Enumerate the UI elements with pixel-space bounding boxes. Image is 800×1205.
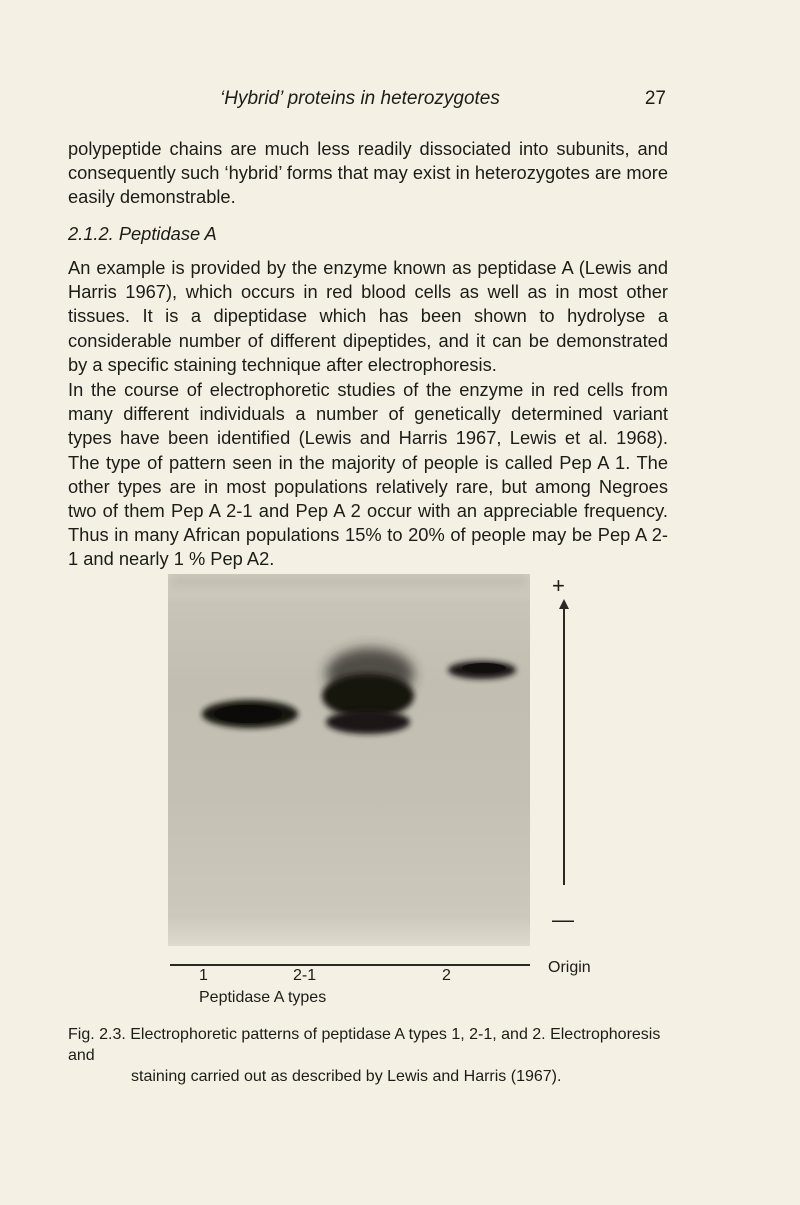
gel-photograph <box>168 574 530 946</box>
lane-label-2: 2 <box>442 967 451 984</box>
lane-2-1-bands <box>322 648 414 734</box>
plus-sign: + <box>552 573 565 598</box>
caption-line-1: Fig. 2.3. Electrophoretic patterns of peptidase A types 1, 2-1, and 2. Electrophoresis and <box>68 1026 661 1064</box>
migration-arrow-line <box>563 605 565 885</box>
paragraph-3 <box>68 378 668 572</box>
page-number: 27 <box>644 88 666 109</box>
caption-line-2: staining carried out as described by Lewis and Harris (1967). <box>131 1068 562 1085</box>
paragraph-1 <box>68 137 668 210</box>
lane-2-band <box>448 661 516 679</box>
gel-bands <box>168 574 530 946</box>
axis-caption: Peptidase A types <box>199 989 327 1006</box>
lane-label-2-1: 2-1 <box>293 967 317 984</box>
running-head <box>68 88 666 118</box>
running-title: ‘Hybrid’ proteins in heterozygotes <box>220 88 500 109</box>
section-heading: 2.1.2. Peptidase A <box>68 223 217 244</box>
polarity-indicator <box>548 575 582 930</box>
lane-label-1: 1 <box>199 967 208 984</box>
paragraph-1-text: polypeptide chains are much less readily dissociated into subunits, and consequently such ‘hybrid’ forms that may exist in heterozygotes are more easily demonstrable. <box>68 138 668 208</box>
gel-top-edge <box>168 574 530 586</box>
paragraph-3-text: In the course of electrophoretic studies of the enzyme in red cells from many different individuals a number of genetically determined variant types have been identified (Lewis and Harris 1967, Lewis et al. 1968). The type of pattern seen in the majority of people is called Pep A 1. The other types are in most populations relatively rare, but among Negroes two of them Pep A 2-1 and Pep A 2 occur with an appreciable frequency. Thus in many African populations 15% to 20% of people may be Pep A 2-1 and nearly 1 % Pep A2. <box>68 379 668 570</box>
lane-1-band <box>202 700 298 728</box>
origin-line <box>170 964 530 966</box>
paragraph-2 <box>68 256 668 377</box>
origin-label: Origin <box>548 959 591 976</box>
minus-sign: — <box>552 907 574 932</box>
figure-caption <box>68 1024 668 1087</box>
paragraph-2-text: An example is provided by the enzyme known as peptidase A (Lewis and Harris 1967), which occurs in red blood cells as well as in most other tissues. It is a dipeptidase which has been shown to hydrolyse a considerable number of different dipeptides, and it can be demonstrated by a specific staining technique after electrophoresis. <box>68 257 668 375</box>
